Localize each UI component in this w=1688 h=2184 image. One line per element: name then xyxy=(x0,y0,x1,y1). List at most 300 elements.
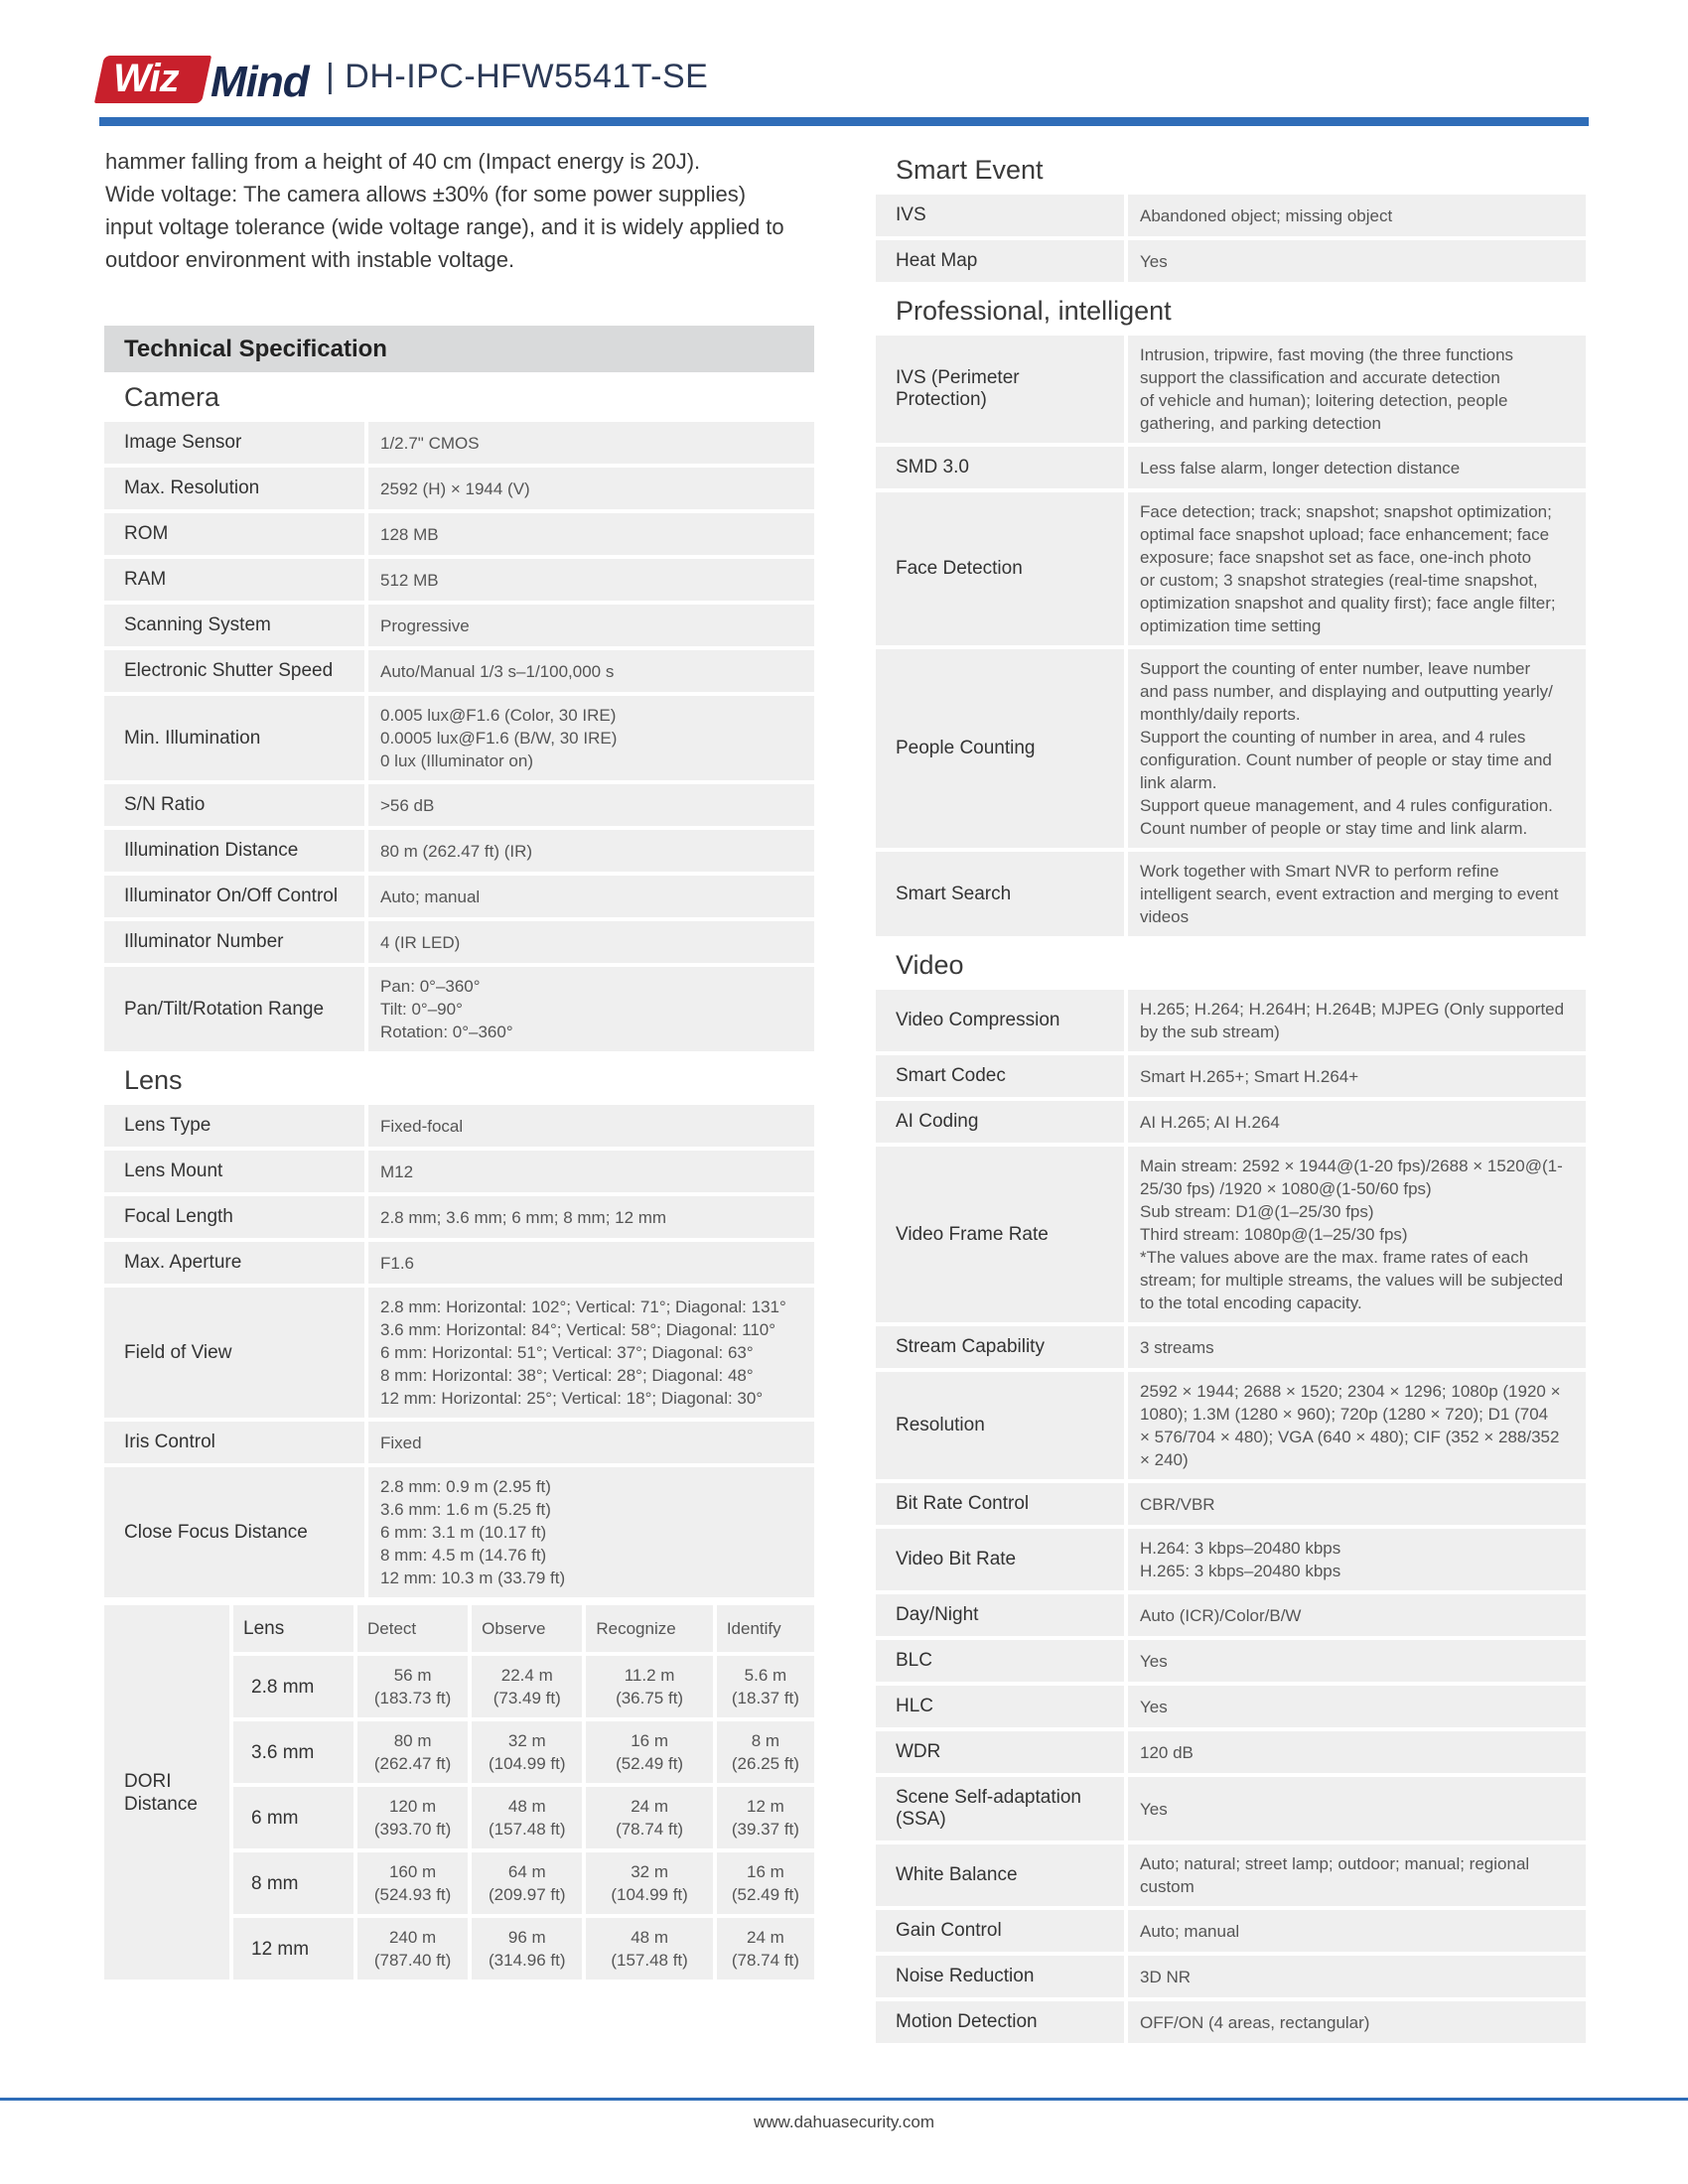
dori-value-line: (183.73 ft) xyxy=(373,1689,452,1707)
spec-value-line: Auto; natural; street lamp; outdoor; manual; regional xyxy=(1140,1854,1530,1873)
dori-value-cell xyxy=(713,1652,814,1717)
spec-value xyxy=(1124,852,1586,936)
spec-value-line: Pan: 0°–360° xyxy=(380,977,481,996)
spec-row xyxy=(104,559,814,601)
spec-value xyxy=(364,1422,814,1463)
spec-value-line: 2592 × 1944; 2688 × 1520; 2304 × 1296; 1080p (1920 × xyxy=(1140,1382,1561,1401)
spec-key: Gain Control xyxy=(876,1910,1124,1952)
spec-value-line: 1080); 1.3M (1280 × 960); 720p (1280 × 720); D1 (704 xyxy=(1140,1405,1549,1424)
spec-value-line: 2.8 mm; 3.6 mm; 6 mm; 8 mm; 12 mm xyxy=(380,1207,667,1227)
spec-value-line: 3D NR xyxy=(1140,1967,1192,1986)
spec-row xyxy=(876,2001,1586,2043)
dori-value-line: 16 m xyxy=(631,1731,668,1750)
spec-key: Bit Rate Control xyxy=(876,1483,1124,1525)
spec-key: Smart Codec xyxy=(876,1055,1124,1097)
spec-value-line: Abandoned object; missing object xyxy=(1140,205,1393,225)
spec-key: Field of View xyxy=(104,1288,364,1418)
intro-line: hammer falling from a height of 40 cm (Impact energy is 20J). xyxy=(105,149,701,174)
dori-value-cell xyxy=(468,1783,582,1848)
spec-value-line: 80 m (262.47 ft) (IR) xyxy=(380,841,533,861)
dori-value-cell xyxy=(468,1652,582,1717)
spec-key: Illuminator On/Off Control xyxy=(104,876,364,917)
dori-value-cell xyxy=(713,1783,814,1848)
dori-value-cell xyxy=(468,1717,582,1783)
spec-value xyxy=(1124,1686,1586,1727)
dori-value-cell xyxy=(468,1914,582,1979)
dori-value-cell xyxy=(353,1717,468,1783)
spec-row xyxy=(876,492,1586,645)
dori-value-line: (78.74 ft) xyxy=(731,1951,799,1970)
page-header xyxy=(99,52,1589,111)
dori-value-cell xyxy=(713,1848,814,1914)
spec-key: White Balance xyxy=(876,1844,1124,1906)
dori-value-line: (73.49 ft) xyxy=(492,1689,561,1707)
spec-row xyxy=(104,513,814,555)
dori-header-cell: Detect xyxy=(353,1601,468,1652)
dori-value-cell xyxy=(582,1914,712,1979)
spec-value xyxy=(364,650,814,692)
spec-row xyxy=(876,990,1586,1051)
spec-row xyxy=(876,1529,1586,1590)
spec-value xyxy=(1124,1147,1586,1322)
section-title-lens: Lens xyxy=(124,1065,183,1095)
dori-value-line: (314.96 ft) xyxy=(489,1951,566,1970)
spec-row xyxy=(104,468,814,509)
logo-mind-text: Mind xyxy=(211,58,309,106)
spec-value-line: or custom; 3 snapshot strategies (real-time snapshot, xyxy=(1140,571,1538,590)
dori-value-line: 11.2 m xyxy=(624,1666,675,1685)
spec-value-line: Auto; manual xyxy=(380,887,481,906)
spec-key: Focal Length xyxy=(104,1196,364,1238)
dori-value-line: 120 m xyxy=(388,1797,437,1816)
right-column xyxy=(876,145,1586,2047)
spec-value-line: 6 mm: 3.1 m (10.17 ft) xyxy=(380,1523,547,1542)
spec-row xyxy=(876,1956,1586,1997)
spec-key: Min. Illumination xyxy=(104,696,364,780)
spec-value-line: Progressive xyxy=(380,615,470,635)
spec-value xyxy=(364,1242,814,1284)
spec-value-line: Fixed xyxy=(380,1433,422,1452)
spec-row xyxy=(104,967,814,1051)
spec-value-line: by the sub stream) xyxy=(1140,1023,1280,1041)
tech-spec-header: Technical Specification xyxy=(104,326,814,372)
spec-value-line: 120 dB xyxy=(1140,1742,1194,1762)
spec-key: Illumination Distance xyxy=(104,830,364,872)
spec-value-line: Yes xyxy=(1140,251,1168,271)
spec-value-line: Main stream: 2592 × 1944@(1-20 fps)/2688 × 1520@(1- xyxy=(1140,1157,1563,1175)
spec-row xyxy=(876,1055,1586,1097)
dori-lens-cell: 6 mm xyxy=(229,1783,353,1848)
camera-spec-table xyxy=(104,418,814,1055)
spec-key: Video Compression xyxy=(876,990,1124,1051)
spec-row xyxy=(876,1777,1586,1841)
spec-key: Video Frame Rate xyxy=(876,1147,1124,1322)
spec-value-line: optimization snapshot and quality first); face angle filter; xyxy=(1140,594,1556,613)
spec-row xyxy=(104,1288,814,1418)
spec-key: RAM xyxy=(104,559,364,601)
dori-value-line: 96 m xyxy=(507,1928,546,1947)
spec-value xyxy=(1124,1101,1586,1143)
spec-value xyxy=(364,422,814,464)
intro-line: outdoor environment with instable voltage. xyxy=(105,247,515,272)
spec-key: Smart Search xyxy=(876,852,1124,936)
spec-key: Resolution xyxy=(876,1372,1124,1479)
spec-value-line: 0.0005 lux@F1.6 (B/W, 30 IRE) xyxy=(380,729,618,748)
spec-value-line: stream; for multiple streams, the values will be subjected xyxy=(1140,1271,1564,1290)
spec-value-line: 2.8 mm: 0.9 m (2.95 ft) xyxy=(380,1477,551,1496)
spec-key: Close Focus Distance xyxy=(104,1467,364,1597)
dori-value-line: 16 m xyxy=(747,1862,784,1881)
spec-value xyxy=(364,1105,814,1147)
spec-value-line: Rotation: 0°–360° xyxy=(380,1023,513,1041)
dori-value-line: 24 m xyxy=(747,1928,784,1947)
dori-header-cell: Recognize xyxy=(582,1601,712,1652)
spec-row xyxy=(876,336,1586,443)
spec-key: AI Coding xyxy=(876,1101,1124,1143)
spec-key: ROM xyxy=(104,513,364,555)
dori-value-line: 5.6 m xyxy=(744,1666,787,1685)
dori-table xyxy=(104,1601,814,1979)
spec-row xyxy=(876,649,1586,848)
spec-value-line: Yes xyxy=(1140,1697,1168,1716)
dori-value-line: (39.37 ft) xyxy=(731,1820,799,1839)
dori-value-line: (157.48 ft) xyxy=(611,1951,688,1970)
spec-value xyxy=(1124,1594,1586,1636)
spec-value-line: H.264: 3 kbps–20480 kbps xyxy=(1140,1539,1341,1558)
spec-key: Heat Map xyxy=(876,240,1124,282)
spec-value-line: 12 mm: Horizontal: 25°; Vertical: 18°; Diagonal: 30° xyxy=(380,1389,764,1408)
spec-value xyxy=(1124,195,1586,236)
spec-value xyxy=(364,921,814,963)
spec-value xyxy=(1124,240,1586,282)
spec-value-line: 0.005 lux@F1.6 (Color, 30 IRE) xyxy=(380,706,617,725)
spec-value xyxy=(1124,1844,1586,1906)
spec-value-line: Auto (ICR)/Color/B/W xyxy=(1140,1605,1302,1625)
spec-value xyxy=(364,559,814,601)
dori-header-cell: Identify xyxy=(713,1601,814,1652)
spec-key: People Counting xyxy=(876,649,1124,848)
dori-value-line: (524.93 ft) xyxy=(373,1885,452,1904)
spec-row xyxy=(104,605,814,646)
spec-value xyxy=(1124,990,1586,1051)
dori-value-line: 48 m xyxy=(507,1797,546,1816)
spec-key: Motion Detection xyxy=(876,2001,1124,2043)
spec-key: Lens Mount xyxy=(104,1151,364,1192)
spec-value-line: Intrusion, tripwire, fast moving (the three functions xyxy=(1140,345,1514,364)
spec-key: Lens Type xyxy=(104,1105,364,1147)
spec-value-line: 2.8 mm: Horizontal: 102°; Vertical: 71°; Diagonal: 131° xyxy=(380,1297,786,1316)
spec-value-line: 8 mm: Horizontal: 38°; Vertical: 28°; Diagonal: 48° xyxy=(380,1366,754,1385)
spec-value-line: 1/2.7" CMOS xyxy=(380,433,480,453)
spec-row xyxy=(104,1422,814,1463)
dori-value-line: (36.75 ft) xyxy=(616,1689,684,1707)
spec-row xyxy=(876,1326,1586,1368)
intro-line: Wide voltage: The camera allows ±30% (for some power supplies) xyxy=(105,182,747,206)
dori-value-line: (393.70 ft) xyxy=(373,1820,452,1839)
dori-value-cell xyxy=(582,1717,712,1783)
dori-value-line: 56 m xyxy=(393,1666,432,1685)
dori-label-line: Distance xyxy=(124,1793,198,1815)
dori-value-cell xyxy=(582,1848,712,1914)
dori-value-cell xyxy=(582,1652,712,1717)
spec-row xyxy=(104,650,814,692)
spec-row xyxy=(876,1844,1586,1906)
spec-row xyxy=(104,876,814,917)
spec-value-line: configuration. Count number of people or stay time and xyxy=(1140,751,1552,769)
spec-key: Stream Capability xyxy=(876,1326,1124,1368)
dori-value-line: (26.25 ft) xyxy=(731,1754,799,1773)
spec-value-line: intelligent search, event extraction and merging to event xyxy=(1140,885,1559,903)
spec-value-line: Less false alarm, longer detection distance xyxy=(1140,458,1461,478)
spec-value-line: to the total encoding capacity. xyxy=(1140,1294,1362,1312)
dori-value-line: 64 m xyxy=(507,1862,546,1881)
spec-row xyxy=(876,447,1586,488)
spec-row xyxy=(876,1483,1586,1525)
spec-key: S/N Ratio xyxy=(104,784,364,826)
spec-value-line: 512 MB xyxy=(380,570,439,590)
spec-value-line: 3 streams xyxy=(1140,1337,1214,1357)
left-column xyxy=(104,145,814,1979)
spec-row xyxy=(104,1105,814,1147)
spec-row xyxy=(876,1686,1586,1727)
spec-key: WDR xyxy=(876,1731,1124,1773)
spec-value-line: Tilt: 0°–90° xyxy=(380,1000,463,1019)
logo-wiz-badge xyxy=(94,56,211,103)
section-title-video: Video xyxy=(896,950,964,980)
dori-lens-cell: 12 mm xyxy=(229,1914,353,1979)
spec-value xyxy=(1124,1055,1586,1097)
spec-value xyxy=(1124,336,1586,443)
spec-row xyxy=(876,1372,1586,1479)
professional-spec-table xyxy=(876,332,1586,940)
spec-value-line: and pass number, and displaying and outputting yearly/ xyxy=(1140,682,1553,701)
dori-header-cell: Observe xyxy=(468,1601,582,1652)
spec-value-line: Support queue management, and 4 rules configuration. xyxy=(1140,796,1553,815)
section-title-smart-event: Smart Event xyxy=(896,155,1044,185)
spec-value-line: optimization time setting xyxy=(1140,616,1322,635)
spec-row xyxy=(104,921,814,963)
spec-key: Max. Aperture xyxy=(104,1242,364,1284)
spec-value-line: M12 xyxy=(380,1161,414,1181)
dori-value-cell xyxy=(713,1914,814,1979)
spec-row xyxy=(876,1147,1586,1322)
dori-value-line: 32 m xyxy=(507,1731,546,1750)
header-divider xyxy=(99,117,1589,126)
dori-value-line: (52.49 ft) xyxy=(616,1754,684,1773)
spec-value-line: *The values above are the max. frame rates of each xyxy=(1140,1248,1529,1267)
spec-key: Image Sensor xyxy=(104,422,364,464)
spec-value-line: 8 mm: 4.5 m (14.76 ft) xyxy=(380,1546,547,1565)
spec-row xyxy=(876,852,1586,936)
spec-row xyxy=(876,240,1586,282)
spec-value xyxy=(1124,1640,1586,1682)
spec-value-line: 25/30 fps) /1920 × 1080@(1-50/60 fps) xyxy=(1140,1179,1432,1198)
dori-value-line: 8 m xyxy=(751,1731,780,1750)
spec-key: SMD 3.0 xyxy=(876,447,1124,488)
spec-value-line: Count number of people or stay time and link alarm. xyxy=(1140,819,1528,838)
lens-spec-table xyxy=(104,1101,814,1601)
spec-value-line: H.265; H.264; H.264H; H.264B; MJPEG (Only supported xyxy=(1140,1000,1565,1019)
spec-value-line: Smart H.265+; Smart H.264+ xyxy=(1140,1066,1359,1086)
spec-value xyxy=(1124,1910,1586,1952)
dori-value-line: (78.74 ft) xyxy=(616,1820,684,1839)
dori-value-line: 12 m xyxy=(747,1797,784,1816)
spec-row xyxy=(104,1242,814,1284)
spec-value xyxy=(364,830,814,872)
dori-value-line: (104.99 ft) xyxy=(489,1754,566,1773)
spec-key: Pan/Tilt/Rotation Range xyxy=(104,967,364,1051)
spec-value-line: >56 dB xyxy=(380,795,435,815)
dori-value-line: (18.37 ft) xyxy=(731,1689,799,1707)
spec-key: Scene Self-adaptation (SSA) xyxy=(876,1777,1124,1841)
spec-value-line: custom xyxy=(1140,1877,1195,1896)
dori-lens-cell: 3.6 mm xyxy=(229,1717,353,1783)
spec-row xyxy=(876,1910,1586,1952)
spec-value xyxy=(364,1288,814,1418)
spec-value xyxy=(1124,492,1586,645)
dori-label xyxy=(104,1601,229,1979)
spec-value-line: CBR/VBR xyxy=(1140,1494,1215,1514)
spec-key: IVS (Perimeter Protection) xyxy=(876,336,1124,443)
spec-value xyxy=(1124,447,1586,488)
spec-value-line: videos xyxy=(1140,907,1190,926)
spec-row xyxy=(104,696,814,780)
spec-value xyxy=(364,784,814,826)
section-title-camera: Camera xyxy=(124,382,220,412)
smart-event-spec-table xyxy=(876,191,1586,286)
spec-value xyxy=(364,1151,814,1192)
dori-lens-cell: 2.8 mm xyxy=(229,1652,353,1717)
spec-value-line: Support the counting of number in area, and 4 rules xyxy=(1140,728,1526,747)
spec-key: Day/Night xyxy=(876,1594,1124,1636)
spec-key: Illuminator Number xyxy=(104,921,364,963)
spec-key: Face Detection xyxy=(876,492,1124,645)
spec-value-line: OFF/ON (4 areas, rectangular) xyxy=(1140,2012,1370,2032)
spec-value-line: optimal face snapshot upload; face enhancement; face xyxy=(1140,525,1550,544)
dori-value-cell xyxy=(353,1848,468,1914)
spec-value-line: × 576/704 × 480); VGA (640 × 480); CIF (352 × 288/352 xyxy=(1140,1428,1560,1446)
dori-value-line: 240 m xyxy=(388,1928,437,1947)
spec-value xyxy=(1124,1956,1586,1997)
spec-value-line: Support the counting of enter number, leave number xyxy=(1140,659,1531,678)
spec-value-line: × 240) xyxy=(1140,1450,1189,1469)
spec-row xyxy=(876,1594,1586,1636)
dori-value-line: 22.4 m xyxy=(500,1666,553,1685)
spec-value xyxy=(1124,1326,1586,1368)
spec-row xyxy=(876,195,1586,236)
spec-key: HLC xyxy=(876,1686,1124,1727)
dori-value-line: 24 m xyxy=(631,1797,668,1816)
spec-value-line: Yes xyxy=(1140,1799,1168,1819)
footer-url: www.dahuasecurity.com xyxy=(753,2113,935,2131)
dori-value-line: (262.47 ft) xyxy=(373,1754,452,1773)
spec-value xyxy=(1124,1731,1586,1773)
spec-row xyxy=(876,1640,1586,1682)
spec-value-line: Auto/Manual 1/3 s–1/100,000 s xyxy=(380,661,615,681)
dori-value-cell xyxy=(468,1848,582,1914)
dori-value-cell xyxy=(582,1783,712,1848)
spec-value-line: 0 lux (Illuminator on) xyxy=(380,751,534,770)
spec-value-line: Third stream: 1080p@(1–25/30 fps) xyxy=(1140,1225,1408,1244)
spec-value-line: 3.6 mm: 1.6 m (5.25 ft) xyxy=(380,1500,551,1519)
spec-row xyxy=(876,1731,1586,1773)
spec-value xyxy=(1124,1483,1586,1525)
spec-row xyxy=(104,422,814,464)
dori-value-cell xyxy=(353,1783,468,1848)
dori-header-row xyxy=(104,1601,814,1652)
dori-value-cell xyxy=(353,1652,468,1717)
spec-row xyxy=(876,1101,1586,1143)
dori-value-line: (787.40 ft) xyxy=(373,1951,452,1970)
spec-value-line: 128 MB xyxy=(380,524,439,544)
spec-value-line: Fixed-focal xyxy=(380,1116,464,1136)
spec-value-line: Face detection; track; snapshot; snapshot optimization; xyxy=(1140,502,1552,521)
dori-value-line: (104.99 ft) xyxy=(611,1885,688,1904)
intro-line: input voltage tolerance (wide voltage range), and it is widely applied to xyxy=(105,214,784,239)
spec-value xyxy=(364,1196,814,1238)
spec-value-line: 2592 (H) × 1944 (V) xyxy=(380,478,530,498)
model-title: | DH-IPC-HFW5541T-SE xyxy=(326,58,709,95)
spec-value xyxy=(364,696,814,780)
spec-value-line: 12 mm: 10.3 m (33.79 ft) xyxy=(380,1569,566,1587)
spec-value-line: 3.6 mm: Horizontal: 84°; Vertical: 58°; Diagonal: 110° xyxy=(380,1320,776,1339)
dori-value-cell xyxy=(713,1717,814,1783)
spec-key: IVS xyxy=(876,195,1124,236)
spec-value-line: support the classification and accurate detection xyxy=(1140,368,1500,387)
spec-value-line: 6 mm: Horizontal: 51°; Vertical: 37°; Diagonal: 63° xyxy=(380,1343,754,1362)
spec-value xyxy=(364,1467,814,1597)
dori-lens-cell: 8 mm xyxy=(229,1848,353,1914)
spec-row xyxy=(104,1151,814,1192)
dori-value-line: 160 m xyxy=(388,1862,437,1881)
dori-value-line: (157.48 ft) xyxy=(489,1820,566,1839)
spec-value-line: F1.6 xyxy=(380,1253,415,1273)
spec-key: Max. Resolution xyxy=(104,468,364,509)
spec-row xyxy=(104,830,814,872)
spec-key: BLC xyxy=(876,1640,1124,1682)
spec-value xyxy=(1124,1529,1586,1590)
spec-key: Electronic Shutter Speed xyxy=(104,650,364,692)
spec-value-line: 4 (IR LED) xyxy=(380,932,461,952)
spec-value xyxy=(364,605,814,646)
spec-value-line: H.265: 3 kbps–20480 kbps xyxy=(1140,1562,1341,1580)
dori-value-line: (52.49 ft) xyxy=(731,1885,799,1904)
dori-value-line: 48 m xyxy=(631,1928,668,1947)
dori-value-line: 32 m xyxy=(631,1862,668,1881)
spec-value-line: of vehicle and human); loitering detection, people xyxy=(1140,391,1508,410)
spec-value-line: gathering, and parking detection xyxy=(1140,414,1381,433)
spec-value xyxy=(1124,1372,1586,1479)
spec-row xyxy=(104,1196,814,1238)
video-spec-table xyxy=(876,986,1586,2047)
dori-label-line: DORI xyxy=(124,1770,172,1792)
spec-value xyxy=(364,513,814,555)
dori-header-cell: Lens xyxy=(229,1601,353,1652)
spec-row xyxy=(104,784,814,826)
spec-value xyxy=(364,468,814,509)
spec-value-line: Work together with Smart NVR to perform refine xyxy=(1140,862,1499,881)
spec-value-line: Auto; manual xyxy=(1140,1921,1240,1941)
spec-key: Video Bit Rate xyxy=(876,1529,1124,1590)
dori-value-line: (209.97 ft) xyxy=(489,1885,566,1904)
spec-value-line: exposure; face snapshot set as face, one-inch photo xyxy=(1140,548,1532,567)
spec-key: Noise Reduction xyxy=(876,1956,1124,1997)
spec-value-line: link alarm. xyxy=(1140,773,1217,792)
intro-text xyxy=(105,145,814,276)
spec-value-line: Yes xyxy=(1140,1651,1168,1671)
section-title-professional: Professional, intelligent xyxy=(896,296,1172,326)
spec-value-line: monthly/daily reports. xyxy=(1140,705,1301,724)
